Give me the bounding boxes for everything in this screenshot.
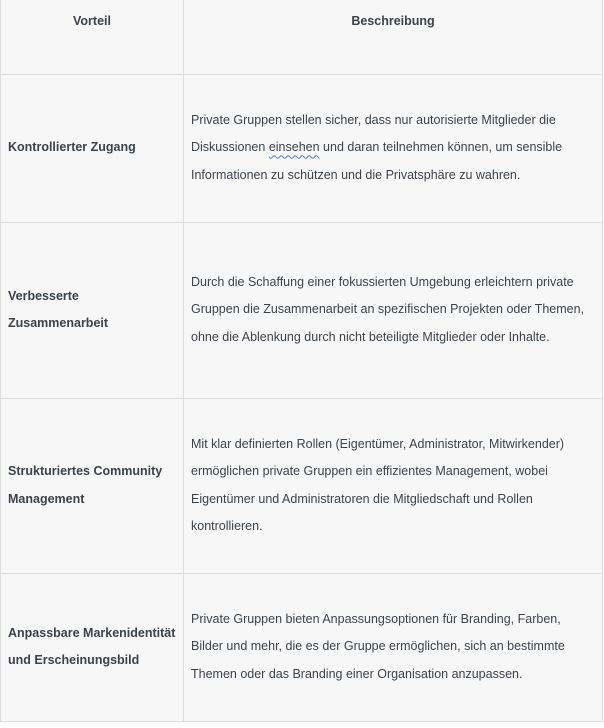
vorteil-cell: Strukturiertes Community Management bbox=[1, 398, 184, 573]
vorteil-cell: Anpassbare Markenidentität und Erscheinungsbild bbox=[1, 573, 184, 721]
vorteil-cell: Verbesserte Zusammenarbeit bbox=[1, 222, 184, 398]
beschreibung-cell: Durch die Schaffung einer fokussierten Umgebung erleichtern private Gruppen die Zusammenarbeit an spezifischen Projekten oder Themen, ohne die Ablenkung durch nicht beteiligte Mitglieder oder Inhalte. bbox=[184, 222, 603, 398]
table-header-row bbox=[1, 0, 603, 74]
table-row bbox=[1, 74, 603, 222]
table-row bbox=[1, 398, 603, 573]
header-vorteil: Vorteil bbox=[1, 0, 184, 74]
table-row bbox=[1, 573, 603, 721]
table-row bbox=[1, 222, 603, 398]
beschreibung-cell: Mit klar definierten Rollen (Eigentümer, Administrator, Mitwirkender) ermöglichen private Gruppen ein effizientes Management, wobei Eigentümer und Administratoren die Mitgliedschaft und Rollen kontrollieren. bbox=[184, 398, 603, 573]
beschreibung-cell: Private Gruppen bieten Anpassungsoptionen für Branding, Farben, Bilder und mehr, die es der Gruppe ermöglichen, sich an bestimmte Themen oder das Branding einer Organisation anzupassen. bbox=[184, 573, 603, 721]
vorteil-cell: Kontrollierter Zugang bbox=[1, 74, 184, 222]
beschreibung-cell bbox=[184, 74, 603, 222]
text-segment: und daran teilnehmen können, um sensible Informationen zu schützen und die Privatsphäre zu wahren. bbox=[191, 140, 563, 182]
spellcheck-flagged-word[interactable]: einsehen bbox=[268, 140, 320, 155]
text-segment: Private Gruppen stellen sicher, dass nur autorisierte Mitglieder die Diskussionen bbox=[191, 112, 556, 155]
header-beschreibung: Beschreibung bbox=[184, 0, 603, 74]
